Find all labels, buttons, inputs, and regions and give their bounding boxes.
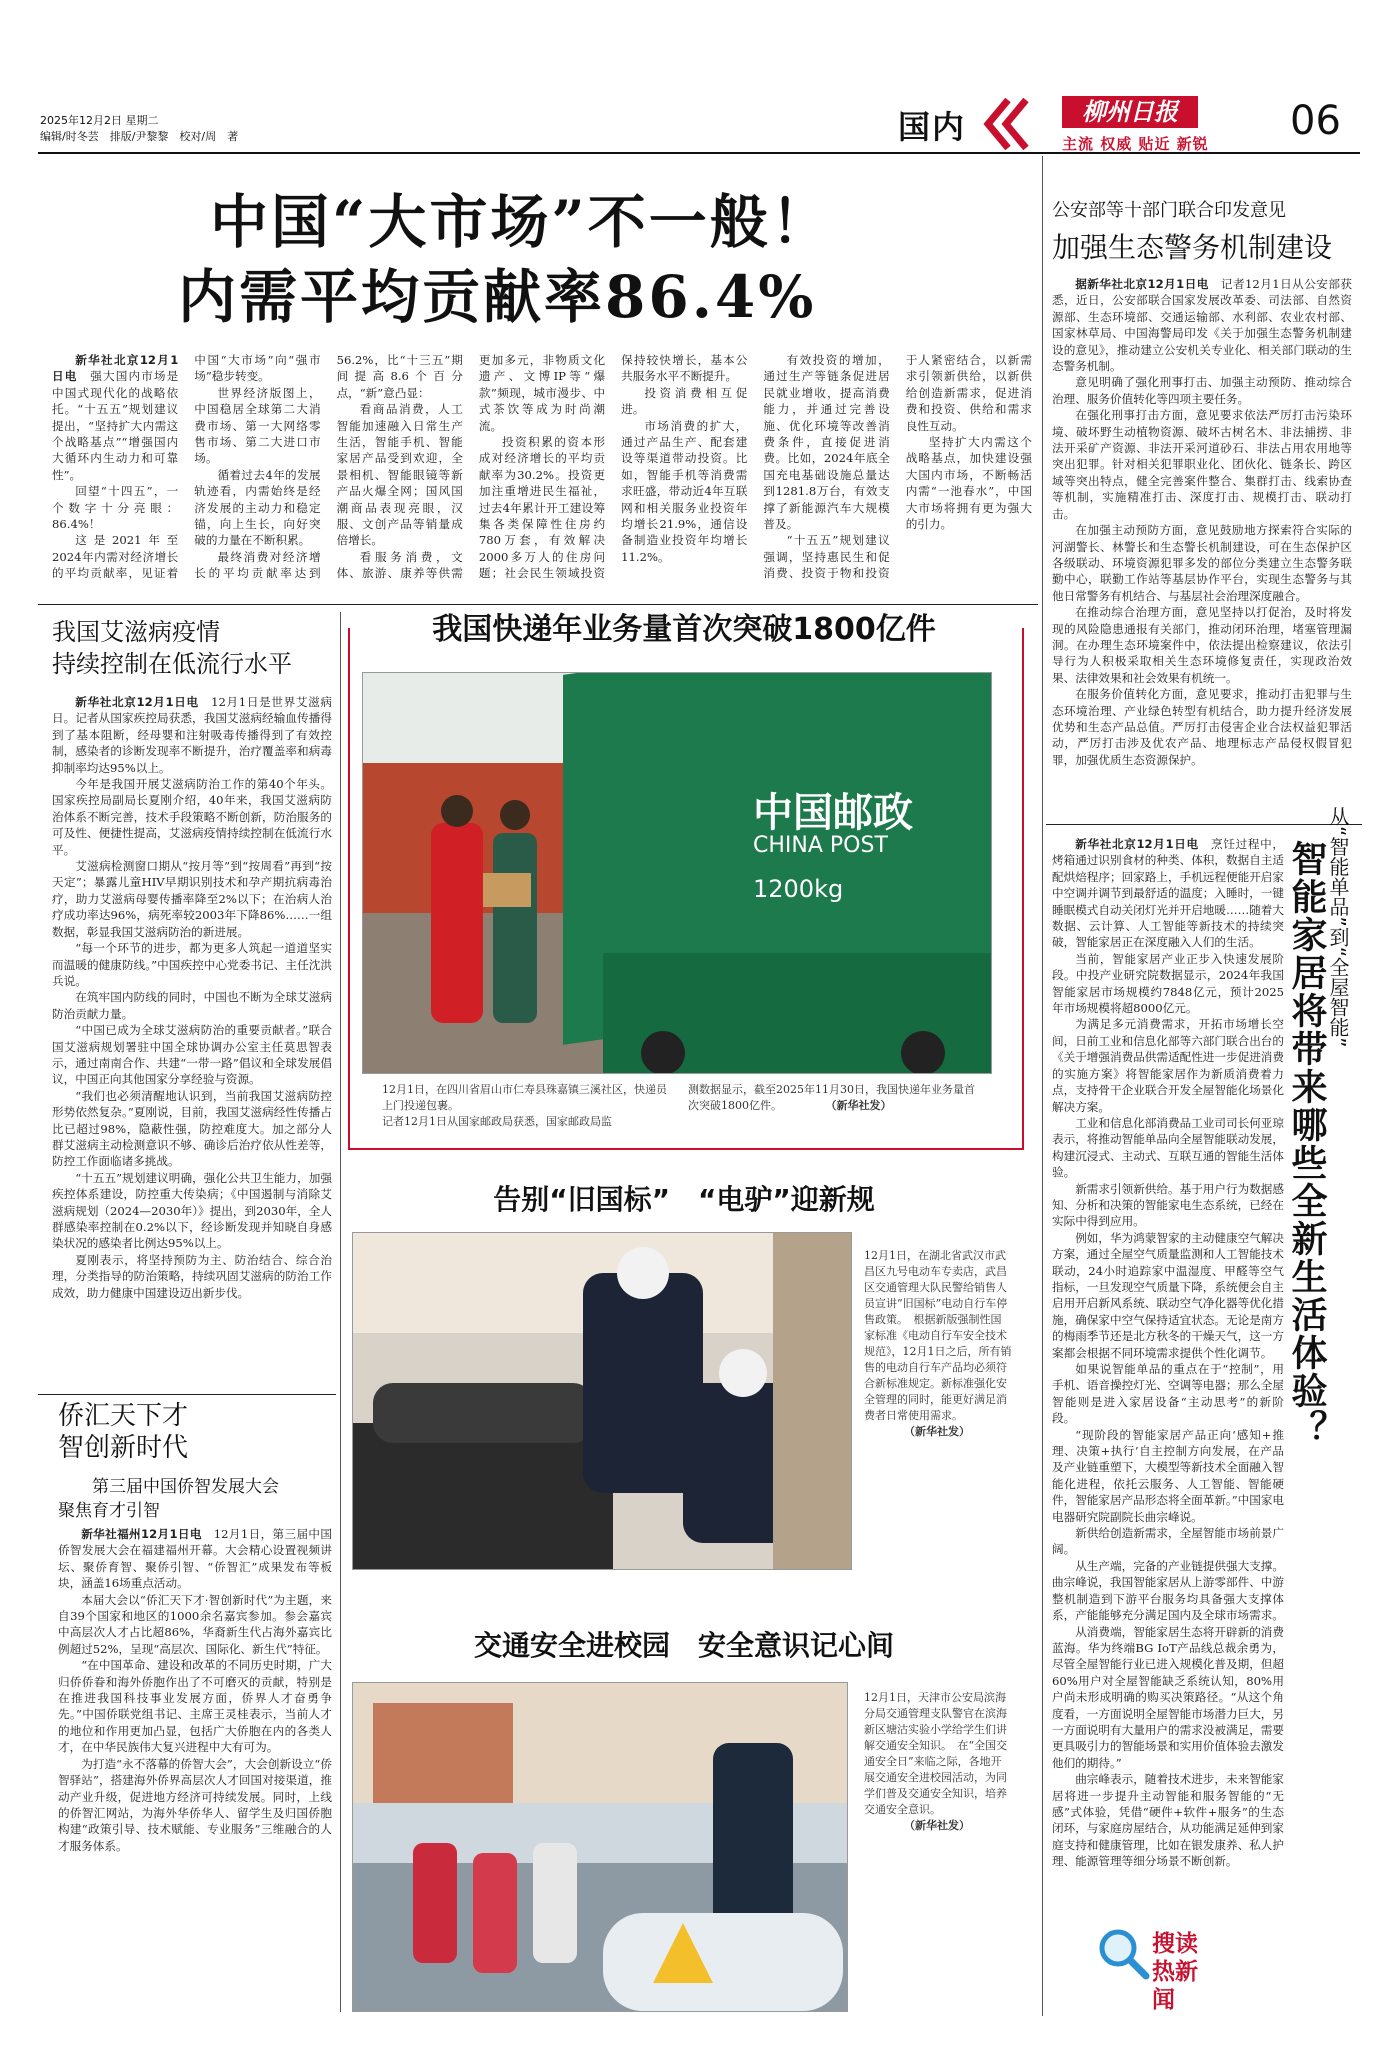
- lead-paragraph: 看服务消费，文体、旅游、康养等供需更加多元，非物质文化遗产、文博IP等“爆款”频现，城市漫步、中式茶饮等成为时尚潮流。: [336, 353, 606, 581]
- truck-load-text: 1200kg: [753, 875, 844, 903]
- lead-paragraph: 强大国内市场是中国式现代化的战略依托。“十五五”规划建议提出，“坚持扩大内需这个战略基点”“增强国内大循环内生动力和可靠性”。: [52, 369, 179, 482]
- qiaoqi-headline-line2: 智创新时代: [58, 1433, 189, 1463]
- eco-paragraph: 在强化刑事打击方面，意见要求依法严厉打击污染环境、破坏野生动植物资源、破坏古树名木、非法捕捞、非法开采矿产资源、非法开采河道砂石、非法占用农用地等突出犯罪。针对相关犯罪职业化、团伙化、链条长、跨区域等突出特点，健全完善案件整合、集群打击、线索协查等机制，实施精准打击、深度打击、规模打击、联动打击。: [1052, 408, 1352, 521]
- smarthome-headline: 智能家居将带来哪些全新生活体验？: [1286, 840, 1327, 1448]
- traffic-headline: 交通安全进校园 安全意识记心间: [473, 1629, 894, 1662]
- ebike-credit: （新华社发）: [904, 1425, 970, 1438]
- aids-bottom-rule: [38, 1394, 336, 1395]
- smarthome-paragraph: 曲宗峰表示，随着技术进步，未来智能家居将进一步提升主动智能和服务智能的“无感”式体验，凭借“硬件+软件+服务”的生态闭环，与家庭房屋结合，从功能满足延伸到家庭支持和健康管理，比如在银发康养、私人护理、能源管理等细分场景不断创新。: [1052, 1772, 1284, 1869]
- traffic-caption-text: 12月1日，天津市公安局滨海分局交通管理支队警官在滨海新区塘沽实验小学给学生们讲解交通安全知识。 在“全国交通安全日”来临之际，各地开展交通安全进校园活动，为同学们普及交通安全知识，培养交通安全意识。: [864, 1691, 1008, 1816]
- smarthome-paragraph: 如果说智能单品的重点在于“控制”，用手机、语音操控灯光、空调等电器；那么全屋智能则是进入家居设备“主动思考”的新阶段。: [1052, 1362, 1284, 1426]
- eco-article-body: [1052, 276, 1352, 816]
- editor-credits: 编辑/时冬芸 排版/尹黎黎 校对/周 著: [40, 130, 239, 143]
- eco-paragraph: 在加强主动预防方面，意见鼓励地方探索符合实际的河湖警长、林警长和生态警长机制建设，可在生态保护区各级联动、环境资源犯罪多发的部位分类建立生态警务联勤中心，联勤工作站等基层协作平台，实现生态警务与其他日常警务有机结合、与基层社会治理深度融合。: [1052, 523, 1352, 603]
- lead-paragraph: 循着过去4年的发展轨迹看，内需始终是经济发展的主动力和稳定锚，向上生长，向好突破的力量在不断积累。: [194, 467, 321, 548]
- lead-dateline: 新华社北京12月1日电: [52, 353, 179, 384]
- ebike-caption-text: 12月1日，在湖北省武汉市武昌区九号电动车专卖店，武昌区交通管理大队民警给销售人员宣讲“旧国标”电动自行车停售政策。 根据新版强制性国家标准《电动自行车安全技术规范》，12月1日之后，所有销售的电动自行车产品均必须符合新标准规定。新标准强化安全管理的同时，能更好满足消费者日常使用需求。: [864, 1249, 1012, 1422]
- ebike-headline: 告别“旧国标” “电驴”迎新规: [493, 1183, 875, 1216]
- eco-paragraph: 记者12月1日从公安部获悉，近日，公安部联合国家发展改革委、司法部、自然资源部、生态环境部、交通运输部、水利部、农业农村部、国家林草局、中国海警局印发《关于加强生态警务机制建设的意见》，推动建立公安机关专业化、相关部门联动的生态警务机制。: [1052, 277, 1352, 374]
- smarthome-paragraph: 工业和信息化部消费品工业司司长何亚琼表示，将推动智能单品向全屋智能联动发展，构建沉浸式、主动式、互联互通的智能生活体验。: [1052, 1115, 1284, 1180]
- lead-paragraph: 投资消费相互促进。: [621, 385, 748, 417]
- smarthome-dateline: 新华社北京12月1日电: [1075, 837, 1199, 851]
- lead-paragraph: 最终消费对经济增长的平均贡献率达到56.2%，比“十三五”期间提高8.6个百分点，“新”意凸显：: [194, 353, 463, 581]
- qiaoqi-paragraph: 12月1日，第三届中国侨智发展大会在福建福州开幕。大会精心设置视频讲坛、聚侨育智、聚侨引智、“侨智汇”成果发布等板块，涵盖16场重点活动。: [58, 1527, 332, 1591]
- express-caption-text: 记者12月1日从国家邮政局获悉，国家邮政局监: [382, 1115, 612, 1128]
- eco-bottom-rule: [1046, 824, 1362, 825]
- eco-paragraph: 在推动综合治理方面，意见坚持以打促治，及时将发现的风险隐患通报有关部门，推动闭环治理，堵塞管理漏洞。在办理生态环境案件中，依法提出检察建议，依法引导行为人积极采取相关生态环境修复责任，实现政治效果、法律效果和社会效果有机统一。: [1052, 605, 1352, 685]
- lead-headline-line2: 内需平均贡献率86.4%: [178, 263, 817, 331]
- smarthome-paragraph: 烹饪过程中，烤箱通过识别食材的种类、体积，数据自主适配烘焙程序；回家路上，手机远程便能开启家中空调并调节到最舒适的温度；入睡时，一键睡眠模式自动关闭灯光并开启地暖……随着大数据、云计算、人工智能等新技术的持续突破，智能家居正在深度融入人们的生活。: [1052, 837, 1284, 950]
- masthead-logo: 柳州日报: [1062, 96, 1198, 128]
- magnifier-icon: [1096, 1926, 1152, 1982]
- smarthome-paragraph: 从消费端，智能家居生态将开辟新的消费蓝海。华为终端BG IoT产品线总裁余勇为，尽管全屋智能行业已进入规模化普及期，但超60%用户对全屋智能缺乏系统认知，80%用户尚未形成明确的购买决策路径。“从这个角度看，一方面说明全屋智能市场潜力巨大，另一方面说明有大量用户的需求没被满足，需要更具吸引力的智能场景和实用价值体验去激发他们的期待。”: [1052, 1624, 1284, 1770]
- lead-paragraph: 世界经济版图上，中国稳居全球第二大消费市场、第一大网络零售市场、第二大进口市场。: [194, 385, 321, 466]
- ebike-scene: [353, 1233, 851, 1569]
- lead-bottom-rule: [38, 604, 1038, 605]
- express-photo: [362, 672, 992, 1074]
- aids-paragraph: “每一个环节的进步，都为更多人筑起一道道坚实而温暖的健康防线。”中国疾控中心党委书记、主任沈洪兵说。: [52, 941, 332, 988]
- aids-paragraph: 在筑牢国内防线的同时，中国也不断为全球艾滋病防治贡献力量。: [52, 990, 332, 1021]
- express-caption-left: [382, 1082, 668, 1130]
- section-chevron-icon: [980, 96, 1030, 152]
- aids-dateline: 新华社北京12月1日电: [75, 695, 199, 709]
- page-number: 06: [1290, 98, 1341, 144]
- express-scene: [363, 673, 991, 1073]
- truck-logo-subtext: CHINA POST: [753, 833, 888, 858]
- lead-article-body: [52, 352, 1032, 592]
- eco-headline: 加强生态警务机制建设: [1052, 231, 1333, 264]
- express-caption-text: 12月1日，在四川省眉山市仁寿县珠嘉镇三溪社区，快递员上门投递包裹。: [382, 1083, 667, 1112]
- ebike-photo: [352, 1232, 852, 1570]
- qiaoqi-article-body: [58, 1526, 332, 2012]
- footer-logo-text: 搜读热新闻: [1152, 1931, 1198, 2013]
- lead-headline-line1: 中国“大市场”不一般！: [210, 188, 832, 256]
- smarthome-paragraph: “现阶段的智能家居产品正向‘感知+推理、决策+执行’自主控制方向发展，在产品及产业链重塑下，大模型等新技术全面融入智能化进程，依托云服务、人工智能、智能硬件，智能家居产品形态将全面革新。”中国家电电器研究院副院长曲宗峰说。: [1052, 1427, 1284, 1524]
- smarthome-paragraph: 新供给创造新需求，全屋智能市场前景广阔。: [1052, 1526, 1284, 1557]
- qiaoqi-paragraph: “在中国革命、建设和改革的不同历史时期，广大归侨侨眷和海外侨胞作出了不可磨灭的贡献，特别是在推进我国科技事业发展方面，侨界人才奋勇争先。”中国侨联党组书记、主席王灵桂表示，当前人才的地位和作用更加凸显，包括广大侨胞在内的各类人才，在中华民族伟大复兴进程中大有可为。: [58, 1658, 332, 1755]
- lead-paragraph: 这是2021年至2024年内需对经济增长的平均贡献率，见证着中国“大市场”向“强市场”稳步转变。: [52, 353, 321, 581]
- qiaoqi-subhead-line1: 第三届中国侨智发展大会: [92, 1477, 279, 1497]
- right-column-divider: [1042, 156, 1043, 2016]
- aids-headline-line1: 我国艾滋病疫情: [52, 618, 220, 646]
- express-caption-right: [688, 1082, 984, 1114]
- qiaoqi-subhead-line2: 聚焦育才引智: [58, 1501, 160, 1521]
- express-credit: （新华社发）: [825, 1099, 892, 1112]
- smarthome-paragraph: 当前，智能家居产业正步入快速发展阶段。中投产业研究院数据显示，2024年我国智能家居市场规模约7848亿元，预计2025年市场规模将超8000亿元。: [1052, 951, 1284, 1016]
- header-rule: [38, 152, 1360, 154]
- masthead-slogan: 主流 权威 贴近 新锐: [1062, 135, 1209, 153]
- lead-paragraph: 看商品消费，人工智能加速融入日常生产生活，智能手机、智能家居产品受到欢迎，全景相机、智能眼镜等新产品火爆全网；国风国潮商品表现亮眼，汉服、文创产品等销量成倍增长。: [336, 402, 463, 548]
- aids-paragraph: 夏刚表示，将坚持预防为主、防治结合、综合治理，分类指导的防治策略，持续巩固艾滋病的防治工作成效，助力健康中国建设迈出新步伐。: [52, 1252, 332, 1300]
- traffic-scene: [353, 1683, 847, 2011]
- smarthome-kicker: 从“智能单品”到“全屋智能”: [1326, 806, 1350, 1048]
- smarthome-paragraph: 从生产端，完备的产业链提供强大支撑。曲宗峰说，我国智能家居从上游零部件、中游整机制造到下游平台服务均具备强大支撑体系，产能能够充分满足国内及全球市场需求。: [1052, 1558, 1284, 1623]
- lead-paragraph: “十五五”规划建议强调，坚持惠民生和促消费、投资于物和投资于人紧密结合，以新需求引领新供给，以新供给创造新需求，促进消费和投资、供给和需求良性互动。: [763, 353, 1032, 581]
- aids-paragraph: 艾滋病检测窗口期从“按月等”到“按周看”再到“按天定”；暴露儿童HIV早期识别技术和孕产期抗病毒治疗，助力艾滋病母婴传播率降至2%以下；在治病人治疗成功率达96%，病死率较2003年下降86%……一组数据，彰显我国艾滋病防治的新进展。: [52, 859, 332, 939]
- aids-paragraph: “中国已成为全球艾滋病防治的重要贡献者。”联合国艾滋病规划署驻中国全球协调办公室主任莫思智表示，通过南南合作、共建“一带一路”倡议和全球发展倡议，中国正向其他国家分享经验与资源。: [52, 1023, 332, 1087]
- eco-paragraph: 在服务价值转化方面，意见要求，推动打击犯罪与生态环境治理、产业绿色转型有机结合，助力提升经济发展优势和生态产品总值。严厉打击侵害企业合法权益犯罪活动，严厉打击涉及优农产品、地理标志产品侵权假冒犯罪，加强优质生态资源保护。: [1052, 687, 1352, 767]
- smarthome-paragraph: 例如，华为鸿蒙智家的主动健康空气解决方案，通过全屋空气质量监测和人工智能技术联动，24小时追踪家中温湿度、甲醛等空气指标，一旦发现空气质量下降，系统便会自主启用开启新风系统、联动空气净化器等优化措施，确保家中空气保持适宜状态。无论是南方的梅雨季节还是北方秋冬的干燥天气，这一方案都会根据不同环境需求提供个性化调节。: [1052, 1230, 1284, 1360]
- smarthome-paragraph: 为满足多元消费需求，开拓市场增长空间，日前工业和信息化部等六部门联合出台的《关于增强消费品供需适配性进一步促进消费的实施方案》将智能家居作为新质消费着力点，支持骨干企业联合开发全屋智能化场景化解决方案。: [1052, 1017, 1284, 1114]
- left-column-divider: [340, 612, 341, 2012]
- smarthome-paragraph: 新需求引领新供给。基于用户行为数据感知、分析和决策的智能家电生态系统，已经在实际中得到应用。: [1052, 1181, 1284, 1229]
- eco-paragraph: 意见明确了强化刑事打击、加强主动预防、推动综合治理、服务价值转化等四项主要任务。: [1052, 375, 1352, 406]
- aids-paragraph: “十五五”规划建议明确，强化公共卫生能力，加强疾控体系建设，防控重大传染病；《中国遏制与消除艾滋病规划（2024—2030年）》提出，到2030年，全人群感染率控制在0.2%以下，经诊断发现并知晓自身感染状况的感染者比例达95%以上。: [52, 1170, 332, 1251]
- eco-kicker: 公安部等十部门联合印发意见: [1052, 200, 1286, 221]
- truck-logo-text: 中国邮政: [753, 790, 913, 836]
- lead-paragraph: 投资积累的资本形成对经济增长的平均贡献率为30.2%。投资更加注重增进民生福祉，过去4年累计开工建设筹集各类保障性住房约780万套，有效解决2000多万人的住房问题；社会民生领域投资保持较快增长，基本公共服务水平不断提升。: [478, 353, 748, 581]
- traffic-photo: [352, 1682, 848, 2012]
- qiaoqi-paragraph: 为打造“永不落幕的侨智大会”，大会创新设立“侨智驿站”，搭建海外侨界高层次人才回国对接渠道，推动产业升级，促进地方经济可持续发展。同时，上线的侨智汇网站，为海外华侨华人、留学生及归国侨胞构建“政策引导、技术赋能、专业服务”三维融合的人才服务体系。: [58, 1756, 332, 1853]
- aids-headline-line2: 持续控制在低流行水平: [52, 650, 292, 678]
- express-headline: 我国快递年业务量首次突破1800亿件: [350, 612, 1018, 648]
- eco-dateline: 据新华社北京12月1日电: [1075, 277, 1209, 291]
- qiaoqi-paragraph: 本届大会以“侨汇天下才·智创新时代”为主题，来自39个国家和地区的1000余名嘉宾参加。参会嘉宾中高层次人才占比超86%，华裔新生代占海外嘉宾比例超过52%，呈现“高层次、国际化、新生代”特征。: [58, 1592, 332, 1656]
- lead-paragraph: 有效投资的增加，通过生产等链条促进居民就业增收，提高消费能力，并通过完善设施、优化环境等改善消费条件，直接促进消费。比如，2024年底全国充电基础设施总量达到1281.8万台，有效支撑了新能源汽车大规模普及。: [763, 353, 890, 532]
- section-label: 国内: [898, 108, 967, 146]
- issue-date: 2025年12月2日 星期二: [40, 114, 159, 127]
- qiaoqi-headline-line1: 侨汇天下才: [58, 1401, 189, 1431]
- aids-paragraph: 12月1日是世界艾滋病日。记者从国家疾控局获悉，我国艾滋病经输血传播得到了基本阻断，经母婴和注射吸毒传播得到了有效控制，感染者的诊断发现率不断提升，治疗覆盖率和病毒抑制率均达95%以上。: [52, 695, 332, 775]
- traffic-credit: （新华社发）: [904, 1819, 970, 1832]
- ebike-caption: [864, 1248, 1012, 1440]
- lead-paragraph: 市场消费的扩大，通过产品生产、配套建设等渠道带动投资。比如，智能手机等消费需求旺盛，带动近4年互联网和相关服务业投资年均增长21.9%，通信设备制造业投资年均增长11.2%。: [621, 418, 748, 564]
- traffic-caption: [864, 1690, 1012, 1834]
- express-caption-text: 测数据显示，截至2025年11月30日，我国快递年业务量首次突破1800亿件。: [688, 1083, 975, 1112]
- qiaoqi-dateline: 新华社福州12月1日电: [81, 1527, 202, 1541]
- smarthome-article-body: [1052, 836, 1284, 1966]
- aids-paragraph: 今年是我国开展艾滋病防治工作的第40个年头。国家疾控局副局长夏刚介绍，40年来，我国艾滋病防治体系不断完善，技术手段策略不断创新，防治服务的可及性、便捷性提高，艾滋病疫情持续控制在低流行水平。: [52, 777, 332, 857]
- aids-paragraph: “我们也必须清醒地认识到，当前我国艾滋病防控形势依然复杂。”夏刚说，目前，我国艾滋病经性传播占比已超过98%，隐蔽性强，防控难度大。加之部分人群艾滋病主动检测意识不够、确诊后治疗依从性差等，防控工作面临诸多挑战。: [52, 1088, 332, 1169]
- lead-paragraph: 回望“十四五”，一个数字十分亮眼：86.4%！: [52, 484, 179, 532]
- lead-paragraph: 坚持扩大内需这个战略基点，加快建设强大国内市场，不断畅活内需“一池春水”，中国大市场将拥有更为强大的引力。: [905, 435, 1032, 532]
